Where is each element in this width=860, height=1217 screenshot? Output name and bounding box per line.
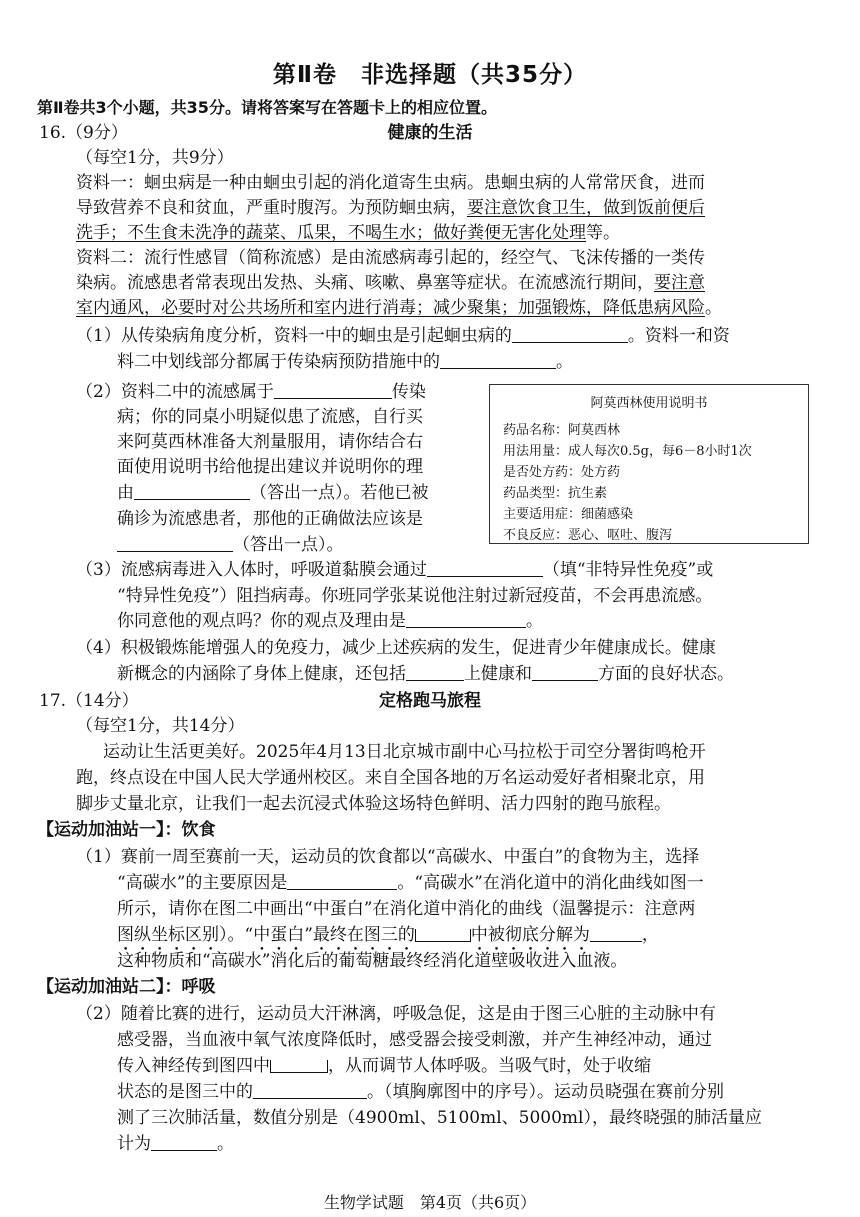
instruction-title: 阿莫西林使用说明书	[590, 396, 708, 411]
q17-number: 17.（14分）	[39, 691, 139, 711]
q17-part2-line5: 测了三次肺活量，数值分别是（4900ml、5100ml、5000ml），最终晓强的肺活量应	[117, 1108, 762, 1128]
q17-part1-line4: 图纵坐标区别）。“中蛋白”最终在图三的 中被彻底分解为 ，	[117, 925, 659, 945]
q16-material1-line3: 洗手；不生食未洗净的蔬菜、瓜果，不喝生水；做好粪便无害化处理等。	[76, 223, 620, 243]
section-intro: 第Ⅱ卷共3个小题，共35分。请将答案写在答题卡上的相应位置。	[37, 98, 497, 117]
q17-part1-line2: “高碳水”的主要原因是 。“高碳水”在消化道中的消化曲线如图一	[117, 873, 704, 893]
q16-part2-line6: 确诊为流感患者，那他的正确做法应该是	[117, 509, 423, 529]
q16-part2-line3: 来阿莫西林准备大剂量服用，请你结合右	[117, 432, 423, 452]
answer-blank[interactable]	[512, 326, 628, 343]
q17-heading: 定格跑马旅程	[379, 691, 481, 711]
q16-part2-line5: 由 （答出一点）。若他已被	[117, 483, 429, 503]
q17-intro-line3: 脚步丈量北京，让我们一起去沉浸式体验这场特色鲜明、活力四射的跑马旅程。	[76, 794, 671, 814]
page-footer: 生物学试题 第4页（共6页）	[323, 1193, 537, 1212]
q16-score-note: （每空1分，共9分）	[76, 148, 234, 168]
q16-part2-line2: 病；你的同桌小明疑似患了流感，自行买	[117, 407, 423, 427]
instruction-row: 药品类型：抗生素	[503, 486, 608, 501]
q17-part2-line2: 感受器，当血液中氧气浓度降低时，感受器会接受刺激，并产生神经冲动，通过	[117, 1030, 712, 1050]
answer-blank[interactable]	[117, 535, 233, 552]
instruction-row: 不良反应：恶心、呕吐、腹泻	[503, 528, 673, 543]
answer-blank[interactable]	[406, 664, 464, 681]
q16-part3-line1: （3）流感病毒进入人体时，呼吸道黏膜会通过 （填“非特异性免疫”或	[76, 560, 714, 580]
instruction-row: 主要适用症：细菌感染	[503, 507, 634, 522]
instruction-row: 药品名称：阿莫西林	[503, 423, 621, 438]
answer-bracket[interactable]	[415, 929, 471, 942]
q16-part1-line2: 料二中划线部分都属于传染病预防措施中的 。	[117, 352, 573, 372]
q16-part2-line1: （2）资料二中的流感属于 传染	[76, 382, 426, 402]
q17-part2-line4: 状态的是图三中的 。（填胸廓图中的序号）。运动员晓强在赛前分别	[117, 1082, 724, 1102]
q16-material1-line2: 导致营养不良和贫血，严重时腹泻。为预防蛔虫病，要注意饮食卫生，做到饭前便后	[76, 198, 705, 218]
q16-material2-line3: 室内通风，必要时对公共场所和室内进行消毒；减少聚集；加强锻炼，降低患病风险。	[76, 298, 722, 318]
q17-part1-line3: 所示，请你在图二中画出“中蛋白”在消化道中消化的曲线（温馨提示：注意两	[117, 899, 696, 919]
answer-blank[interactable]	[287, 873, 397, 890]
q17-part1-line1: （1）赛前一周至赛前一天，运动员的饮食都以“高碳水、中蛋白”的食物为主，选择	[76, 847, 700, 867]
section-title: 第Ⅱ卷 非选择题（共35分）	[272, 62, 588, 88]
q17-intro-line1: 运动让生活更美好。2025年4月13日北京城市副中心马拉松于司空分署街鸣枪开	[103, 742, 706, 762]
q16-material2-line2: 染病。流感患者常表现出发热、头痛、咳嗽、鼻塞等症状。在流感流行期间，要注意	[76, 273, 705, 293]
instruction-row: 用法用量：成人每次0.5g，每6－8小时1次	[503, 444, 752, 459]
q16-part3-line2: “特异性免疫”）阻挡病毒。你班同学张某说他注射过新冠疫苗，不会再患流感。	[117, 586, 713, 606]
amoxicillin-instruction-box	[489, 384, 809, 544]
q17-score-note: （每空1分，共14分）	[76, 716, 245, 736]
q17-part2-line3: 传入神经传到图四中 ，从而调节人体呼吸。当吸气时，处于收缩	[117, 1056, 651, 1076]
q16-heading: 健康的生活	[387, 123, 473, 143]
q16-part4-line2: 新概念的内涵除了身体上健康，还包括 上健康和 方面的良好状态。	[117, 664, 734, 684]
q17-station1-heading: 【运动加油站一】：饮食	[37, 820, 216, 840]
q17-part1-line5: 这种物质和“高碳水”消化后的葡萄糖最终经消化道壁吸收进入血液。	[117, 951, 628, 971]
q16-part3-line3: 你同意他的观点吗？你的观点及理由是 。	[117, 611, 543, 631]
answer-blank[interactable]	[532, 664, 598, 681]
q16-part2-line7: （答出一点）。	[117, 533, 344, 557]
q17-intro-line2: 跑，终点设在中国人民大学通州校区。来自全国各地的万名运动爱好者相聚北京，用	[76, 768, 705, 788]
q16-material2-line1: 资料二：流行性感冒（简称流感）是由流感病毒引起的，经空气、飞沫传播的一类传	[76, 248, 705, 268]
q16-part4-line1: （4）积极锻炼能增强人的免疫力，减少上述疾病的发生，促进青少年健康成长。健康	[76, 638, 716, 658]
answer-blank[interactable]	[253, 1082, 367, 1099]
q17-station2-heading: 【运动加油站二】：呼吸	[37, 977, 216, 997]
answer-blank[interactable]	[274, 382, 392, 399]
answer-blank[interactable]	[134, 483, 250, 500]
q17-part2-line6: 计为 。	[117, 1134, 234, 1154]
answer-blank[interactable]	[151, 1134, 217, 1151]
instruction-row: 是否处方药：处方药	[503, 465, 621, 480]
answer-bracket[interactable]	[270, 1060, 328, 1073]
answer-blank[interactable]	[427, 560, 543, 577]
q17-part2-line1: （2）随着比赛的进行，运动员大汗淋漓，呼吸急促，这是由于图三心脏的主动脉中有	[76, 1004, 716, 1024]
q16-part2-line4: 面使用说明书给他提出建议并说明你的理	[117, 457, 423, 477]
q16-material1-line1: 资料一：蛔虫病是一种由蛔虫引起的消化道寄生虫病。患蛔虫病的人常常厌食，进而	[76, 173, 705, 193]
answer-blank[interactable]	[406, 611, 526, 628]
q16-part1-line1: （1）从传染病角度分析，资料一中的蛔虫是引起蛔虫病的 。资料一和资	[76, 326, 730, 346]
q16-number: 16.（9分）	[39, 123, 128, 143]
answer-blank[interactable]	[590, 925, 642, 942]
answer-blank[interactable]	[440, 352, 556, 369]
